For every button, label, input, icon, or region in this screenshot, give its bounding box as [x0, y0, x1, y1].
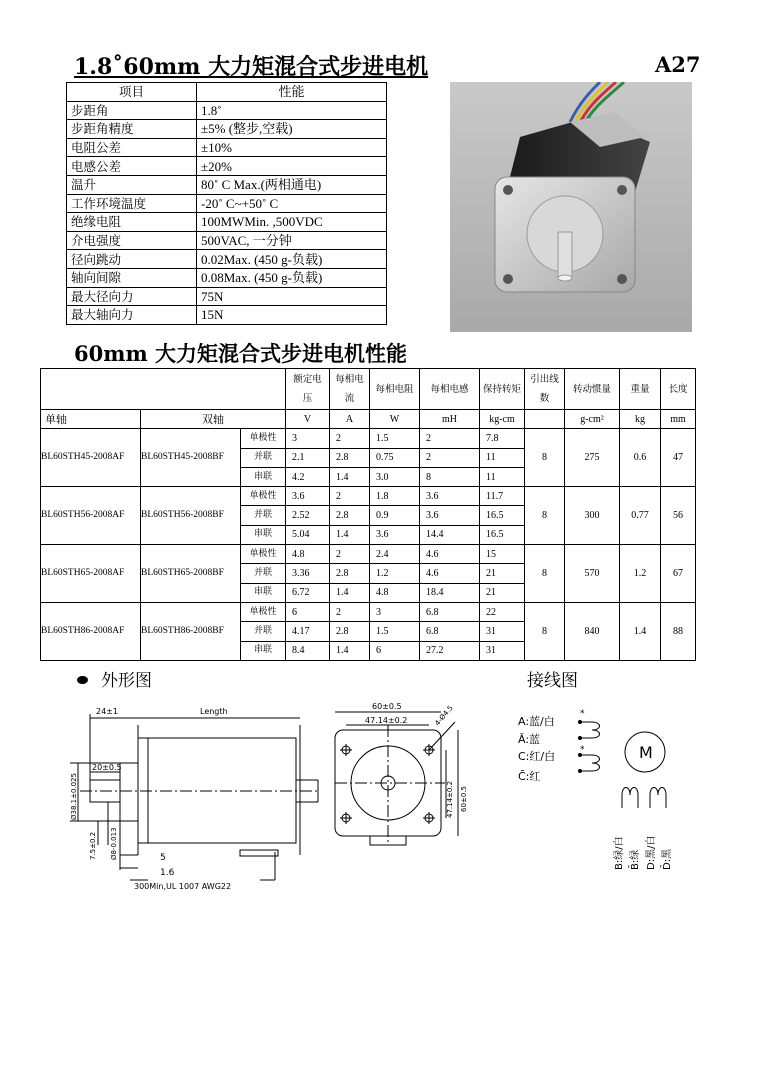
perf-unit-cell	[525, 410, 565, 429]
spec-key: 绝缘电阻	[67, 213, 197, 232]
perf-model-double: BL60STH56-2008BF	[141, 487, 241, 545]
perf-row	[41, 429, 696, 448]
spec-value: 1.8˚	[197, 101, 387, 120]
perf-value: 15	[480, 545, 525, 564]
perf-value: 4.17	[286, 622, 330, 641]
spec-row	[67, 194, 387, 213]
perf-unit-cell: V	[286, 410, 330, 429]
wire-star-icon: *	[580, 745, 585, 755]
perf-value: 3.6	[420, 506, 480, 525]
perf-leads: 8	[525, 487, 565, 545]
perf-title: 60mm 大力矩混合式步进电机性能	[74, 341, 407, 366]
spec-row	[67, 268, 387, 287]
dim-60-label: 60±0.5	[372, 702, 402, 711]
perf-value: 3.6	[286, 487, 330, 506]
perf-header-cell: 额定电压	[286, 369, 330, 410]
perf-value: 2.8	[330, 622, 370, 641]
perf-value: 1.2	[370, 564, 420, 583]
perf-value: 2	[330, 487, 370, 506]
perf-unit-cell: g-cm²	[565, 410, 620, 429]
wire-star-icon: *	[580, 709, 585, 719]
wire-dbar-label: D̄:黑	[662, 848, 673, 870]
perf-double-header: 双轴	[141, 410, 286, 429]
perf-value: 27.2	[420, 641, 480, 660]
dim-8-label: Ø8-0.013	[110, 827, 118, 860]
perf-mode: 并联	[241, 564, 286, 583]
perf-inertia: 570	[565, 545, 620, 603]
perf-header-blank	[41, 369, 286, 410]
perf-value: 21	[480, 583, 525, 602]
cable-label: 300Min,UL 1007 AWG22	[134, 882, 232, 891]
motor-photo	[450, 82, 692, 332]
dim-24-label: 24±1	[96, 707, 118, 716]
spec-row	[67, 157, 387, 176]
perf-mode: 并联	[241, 448, 286, 467]
perf-unit-cell: mH	[420, 410, 480, 429]
perf-value: 4.6	[420, 564, 480, 583]
perf-value: 2.52	[286, 506, 330, 525]
spec-row	[67, 175, 387, 194]
perf-value: 16.5	[480, 525, 525, 544]
dim-4714v-label: 47.14±0.2	[446, 780, 454, 818]
perf-table	[40, 368, 696, 661]
perf-mode: 单极性	[241, 487, 286, 506]
perf-value: 3	[370, 602, 420, 621]
perf-value: 6.8	[420, 602, 480, 621]
outline-heading: 外形图	[101, 671, 152, 691]
perf-value: 6	[370, 641, 420, 660]
perf-value: 6.8	[420, 622, 480, 641]
perf-value: 4.6	[420, 545, 480, 564]
spec-row	[67, 101, 387, 120]
perf-length: 47	[661, 429, 696, 487]
wire-c-label: C:红/白	[518, 750, 556, 763]
perf-header-cell: 引出线数	[525, 369, 565, 410]
perf-value: 1.4	[330, 583, 370, 602]
perf-value: 2.8	[330, 448, 370, 467]
spec-key: 电感公差	[67, 157, 197, 176]
perf-value: 1.4	[330, 641, 370, 660]
perf-header-cell: 保持转矩	[480, 369, 525, 410]
perf-model-double: BL60STH65-2008BF	[141, 545, 241, 603]
outline-drawing	[60, 700, 480, 900]
perf-mode: 并联	[241, 622, 286, 641]
perf-unit-cell: mm	[661, 410, 696, 429]
wiring-diagram	[510, 700, 700, 880]
perf-weight: 0.77	[620, 487, 661, 545]
perf-model-single: BL60STH56-2008AF	[41, 487, 141, 545]
spec-value: -20˚ C~+50˚ C	[197, 194, 387, 213]
spec-table	[66, 82, 387, 325]
perf-leads: 8	[525, 602, 565, 660]
perf-single-header: 单轴	[41, 410, 141, 429]
perf-value: 11	[480, 467, 525, 486]
motor-photo-illustration	[450, 82, 692, 332]
perf-value: 3.6	[420, 487, 480, 506]
spec-value: 500VAC, 一分钟	[197, 231, 387, 250]
perf-mode: 并联	[241, 506, 286, 525]
spec-row	[67, 213, 387, 232]
perf-leads: 8	[525, 429, 565, 487]
spec-row	[67, 306, 387, 325]
perf-value: 0.75	[370, 448, 420, 467]
perf-value: 5.04	[286, 525, 330, 544]
spec-header-value: 性能	[197, 83, 387, 102]
spec-key: 最大径向力	[67, 287, 197, 306]
dim-20-label: 20±0.5	[92, 763, 122, 772]
wire-b-label: B:绿/白	[614, 836, 625, 870]
dim-16-label: 1.6	[160, 868, 175, 878]
perf-value: 3	[286, 429, 330, 448]
perf-value: 4.2	[286, 467, 330, 486]
perf-inertia: 275	[565, 429, 620, 487]
perf-model-single: BL60STH86-2008AF	[41, 602, 141, 660]
perf-header-cell: 转动惯量	[565, 369, 620, 410]
perf-value: 2	[330, 429, 370, 448]
spec-key: 电阻公差	[67, 138, 197, 157]
dim-60v-label: 60±0.5	[460, 786, 468, 812]
dim-4714-label: 47.14±0.2	[365, 716, 408, 725]
perf-mode: 串联	[241, 467, 286, 486]
spec-row	[67, 250, 387, 269]
perf-value: 1.8	[370, 487, 420, 506]
dim-38-label: Ø38.1±0.025	[70, 772, 78, 820]
perf-length: 56	[661, 487, 696, 545]
spec-value: 100MWMin. ,500VDC	[197, 213, 387, 232]
perf-value: 31	[480, 641, 525, 660]
perf-row	[41, 602, 696, 621]
spec-value: ±10%	[197, 138, 387, 157]
wiring-heading: 接线图	[527, 671, 578, 691]
perf-mode: 单极性	[241, 545, 286, 564]
spec-value: ±5% (整步,空载)	[197, 120, 387, 139]
spec-key: 工作环境温度	[67, 194, 197, 213]
perf-unit-row	[41, 410, 696, 429]
perf-weight: 0.6	[620, 429, 661, 487]
spec-row	[67, 231, 387, 250]
perf-unit-cell: W	[370, 410, 420, 429]
perf-value: 8.4	[286, 641, 330, 660]
perf-value: 18.4	[420, 583, 480, 602]
spec-value: 80˚ C Max.(两相通电)	[197, 175, 387, 194]
perf-value: 2	[330, 545, 370, 564]
spec-key: 径向跳动	[67, 250, 197, 269]
perf-mode: 单极性	[241, 429, 286, 448]
spec-value: ±20%	[197, 157, 387, 176]
perf-unit-cell: kg	[620, 410, 661, 429]
spec-value: 15N	[197, 306, 387, 325]
wire-abar-label: Ā:蓝	[518, 733, 541, 746]
spec-value: 0.08Max. (450 g-负载)	[197, 268, 387, 287]
perf-mode: 串联	[241, 583, 286, 602]
perf-value: 2	[420, 429, 480, 448]
perf-value: 4.8	[370, 583, 420, 602]
perf-value: 3.36	[286, 564, 330, 583]
spec-header-item: 项目	[67, 83, 197, 102]
spec-key: 步距角精度	[67, 120, 197, 139]
dim-75-label: 7.5±0.2	[89, 831, 97, 860]
perf-inertia: 840	[565, 602, 620, 660]
perf-value: 31	[480, 622, 525, 641]
perf-header-cell: 重量	[620, 369, 661, 410]
perf-value: 2.8	[330, 506, 370, 525]
bullet-icon	[77, 676, 88, 684]
perf-header-cell: 每相电感	[420, 369, 480, 410]
page-title: 1.8˚60mm 大力矩混合式步进电机	[74, 54, 429, 80]
spec-row	[67, 138, 387, 157]
perf-value: 1.4	[330, 467, 370, 486]
wire-cbar-label: C̄:红	[518, 770, 541, 783]
perf-value: 6	[286, 602, 330, 621]
dim-hole-label: 4-Ø4.5	[433, 704, 455, 728]
length-label: Length	[200, 707, 228, 716]
perf-value: 0.9	[370, 506, 420, 525]
perf-value: 2	[330, 602, 370, 621]
perf-value: 21	[480, 564, 525, 583]
spec-value: 0.02Max. (450 g-负载)	[197, 250, 387, 269]
spec-key: 温升	[67, 175, 197, 194]
perf-model-double: BL60STH86-2008BF	[141, 602, 241, 660]
perf-weight: 1.4	[620, 602, 661, 660]
perf-value: 11	[480, 448, 525, 467]
perf-model-single: BL60STH65-2008AF	[41, 545, 141, 603]
perf-model-double: BL60STH45-2008BF	[141, 429, 241, 487]
perf-value: 1.4	[330, 525, 370, 544]
perf-value: 14.4	[420, 525, 480, 544]
perf-value: 3.0	[370, 467, 420, 486]
spec-key: 介电强度	[67, 231, 197, 250]
perf-value: 16.5	[480, 506, 525, 525]
perf-value: 2	[420, 448, 480, 467]
perf-length: 88	[661, 602, 696, 660]
spec-key: 最大轴向力	[67, 306, 197, 325]
perf-value: 11.7	[480, 487, 525, 506]
dim-5-label: 5	[160, 853, 166, 863]
perf-value: 22	[480, 602, 525, 621]
perf-model-single: BL60STH45-2008AF	[41, 429, 141, 487]
perf-length: 67	[661, 545, 696, 603]
perf-value: 2.8	[330, 564, 370, 583]
perf-value: 3.6	[370, 525, 420, 544]
spec-value: 75N	[197, 287, 387, 306]
perf-value: 2.4	[370, 545, 420, 564]
perf-header-cell: 每相电阻	[370, 369, 420, 410]
perf-unit-cell: A	[330, 410, 370, 429]
perf-leads: 8	[525, 545, 565, 603]
perf-value: 2.1	[286, 448, 330, 467]
wire-bbar-label: B̄:绿	[630, 849, 641, 870]
perf-mode: 单极性	[241, 602, 286, 621]
spec-row	[67, 120, 387, 139]
perf-header-cell: 每相电流	[330, 369, 370, 410]
spec-row	[67, 287, 387, 306]
perf-value: 6.72	[286, 583, 330, 602]
perf-mode: 串联	[241, 525, 286, 544]
perf-row	[41, 545, 696, 564]
wire-d-label: D:黑/白	[646, 835, 657, 870]
perf-inertia: 300	[565, 487, 620, 545]
perf-unit-cell: kg-cm	[480, 410, 525, 429]
perf-value: 7.8	[480, 429, 525, 448]
perf-mode: 串联	[241, 641, 286, 660]
perf-value: 8	[420, 467, 480, 486]
perf-value: 1.5	[370, 429, 420, 448]
perf-header-cell: 长度	[661, 369, 696, 410]
perf-weight: 1.2	[620, 545, 661, 603]
spec-key: 轴向间隙	[67, 268, 197, 287]
perf-row	[41, 487, 696, 506]
spec-header-row	[67, 83, 387, 102]
perf-value: 1.5	[370, 622, 420, 641]
spec-key: 步距角	[67, 101, 197, 120]
page-code: A27	[655, 52, 701, 77]
perf-header-row	[41, 369, 696, 410]
perf-value: 4.8	[286, 545, 330, 564]
wire-a-label: A:蓝/白	[518, 715, 555, 728]
motor-symbol: M	[639, 743, 653, 762]
